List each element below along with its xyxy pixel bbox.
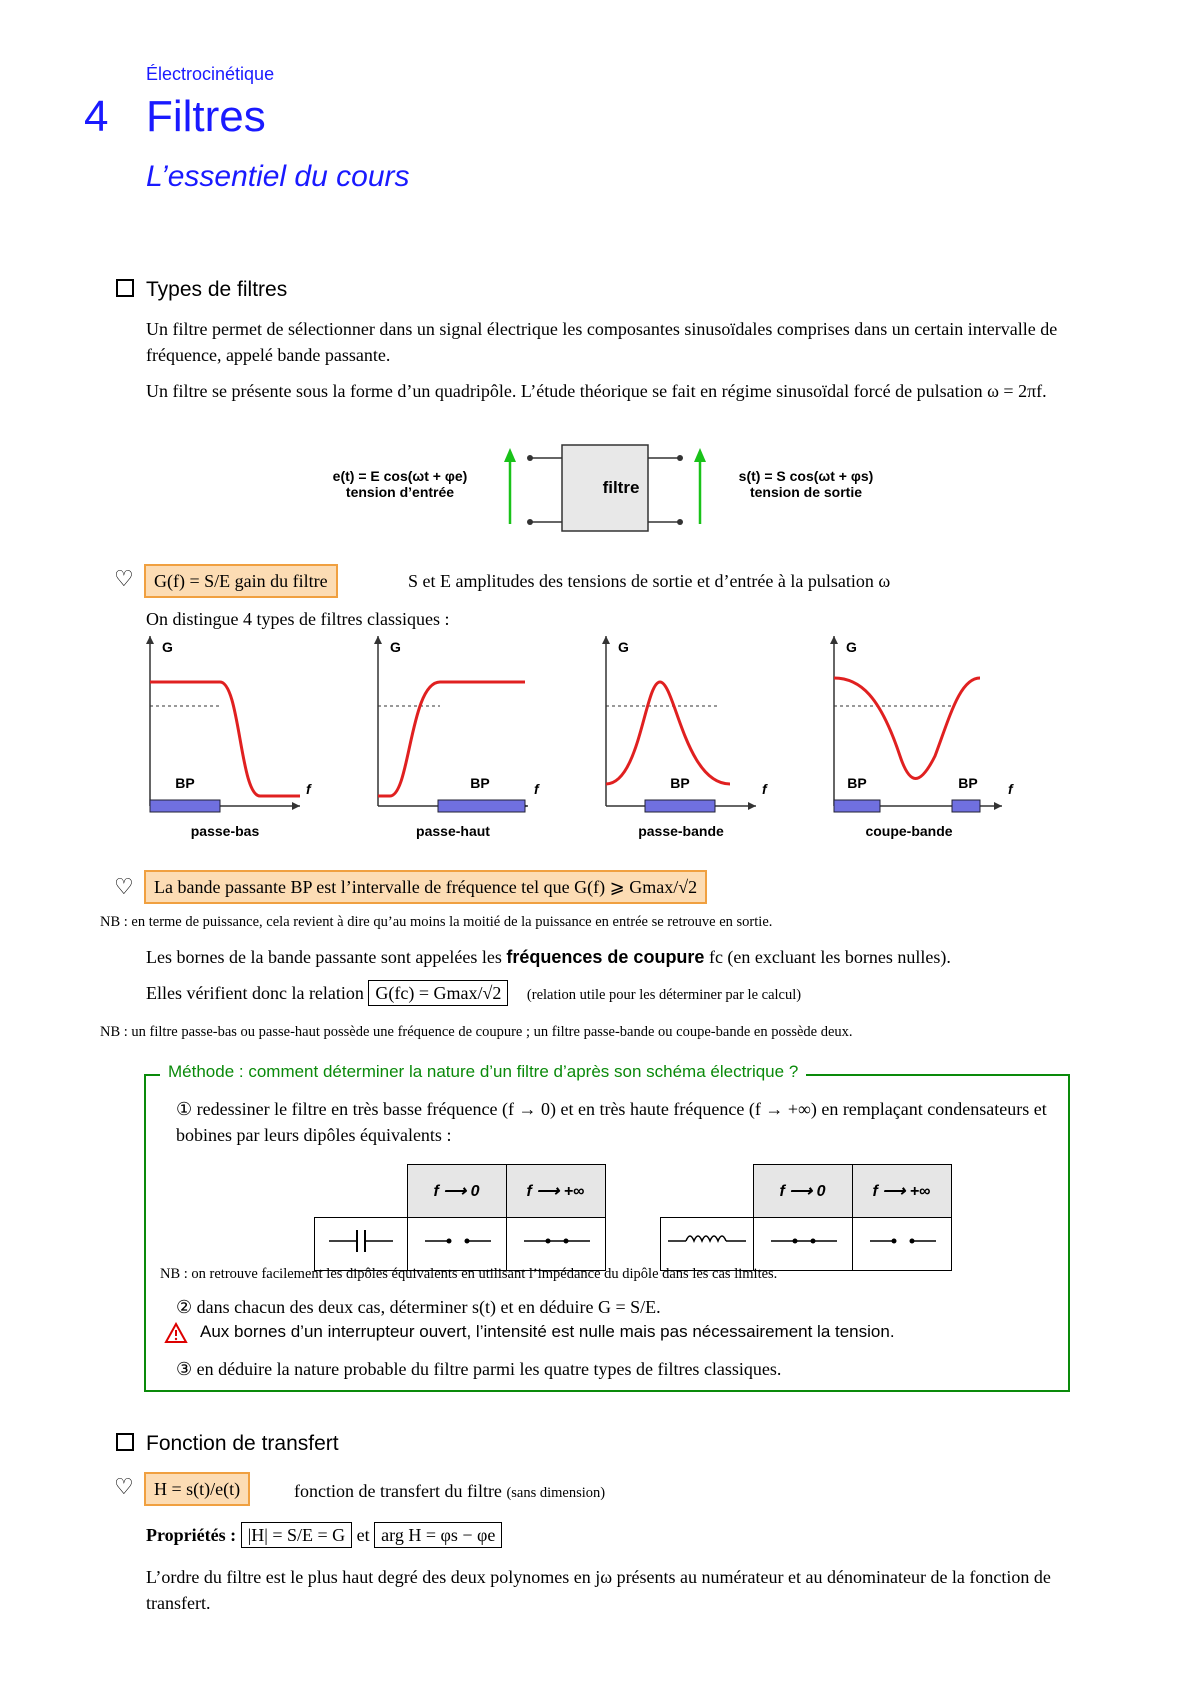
heart-icon: ♡: [114, 566, 134, 591]
capacitor-high-cell: [506, 1217, 605, 1270]
paragraph-quadripole: Un filtre se présente sous la forme d’un quadripôle. L’étude théorique se fait en régime sinusoïdal forcé de pulsation ω = 2πf.: [146, 381, 1047, 401]
capacitor-cell: [315, 1217, 408, 1270]
chapter-subtitle: L’essentiel du cours: [146, 160, 410, 193]
section-title-text: Fonction de transfert: [146, 1432, 339, 1455]
gain-definition-box: G(f) = S/E gain du filtre: [144, 564, 338, 598]
input-label-text: tension d’entrée: [345, 484, 455, 500]
bandwidth-bar: [645, 800, 715, 812]
heart-icon: ♡: [114, 1474, 134, 1499]
bp-label: BP: [470, 775, 490, 791]
nb-cutoff-count: NB : un filtre passe-bas ou passe-haut possède une fréquence de coupure ; un filtre passe-bande ou coupe-bande en possède deux.: [100, 1024, 853, 1040]
section-transfer-title: [116, 1432, 339, 1456]
category-label: Électrocinétique: [146, 64, 275, 84]
checkbox-square-icon: [116, 279, 134, 297]
method-step3: ③ en déduire la nature probable du filtre parmi les quatre types de filtres classiques.: [176, 1359, 782, 1379]
wire-icon: [516, 1226, 596, 1256]
gain-curve: [378, 682, 525, 796]
bandwidth-bar: [438, 800, 525, 812]
bandwidth-definition-box: La bande passante BP est l’intervalle de fréquence tel que G(f) ⩾ Gmax/√2: [144, 870, 707, 904]
inductor-high-cell: [852, 1217, 951, 1270]
method-title: Méthode : comment déterminer la nature d’un filtre d’après son schéma électrique ?: [160, 1062, 806, 1082]
chapter-title: Filtres: [146, 92, 266, 141]
col-low-freq: f ⟶ 0: [407, 1165, 506, 1218]
output-label-text: tension de sortie: [749, 484, 863, 500]
input-eq-text: e(t) = E cos(ωt + φe): [332, 468, 468, 484]
checkbox-square-icon: [116, 1433, 134, 1451]
transfer-note: (sans dimension): [506, 1485, 606, 1501]
filter-graph-passe-bas: [146, 636, 312, 839]
axis-y-label: G: [846, 639, 857, 655]
properties-line: [146, 1522, 502, 1548]
gain-curve: [606, 682, 730, 784]
section-types-title: [116, 278, 287, 302]
capacitor-low-cell: [407, 1217, 506, 1270]
output-equation: [706, 468, 906, 500]
transfer-text: fonction de transfert du filtre: [294, 1481, 502, 1501]
filter-name: passe-bande: [638, 823, 724, 839]
properties-label: Propriétés :: [146, 1525, 237, 1545]
axis-x-label: f: [306, 781, 311, 797]
cutoff-relation: [146, 980, 1086, 1008]
gain-explanation: S et E amplitudes des tensions de sortie et d’entrée à la pulsation ω: [408, 571, 891, 591]
relation-box: G(fc) = Gmax/√2: [368, 980, 508, 1006]
bandwidth-bar: [952, 800, 980, 812]
section-title-text: Types de filtres: [146, 278, 288, 301]
bp-label: BP: [670, 775, 690, 791]
method-nb: NB : on retrouve facilement les dipôles équivalents en utilisant l’impédance du dipôle dans les cas limites.: [160, 1266, 778, 1282]
capacitor-equivalents-table: [314, 1164, 606, 1271]
filter-box-label: filtre: [602, 478, 640, 497]
transfer-function-text: [294, 1478, 605, 1506]
col-low-freq: f ⟶ 0: [753, 1165, 852, 1218]
relation-text: Elles vérifient donc la relation: [146, 983, 364, 1003]
method-warning: Aux bornes d’un interrupteur ouvert, l’intensité est nulle mais pas nécessairement la tension.: [200, 1322, 895, 1341]
cutoff-text-b: fréquences de coupure: [506, 947, 705, 967]
filter-name: coupe-bande: [865, 823, 953, 839]
axis-y-label: G: [162, 639, 173, 655]
filter-name: passe-bas: [190, 823, 260, 839]
axis-y-label: G: [618, 639, 629, 655]
properties-and: et: [356, 1525, 370, 1545]
axis-x-label: f: [762, 781, 767, 797]
col-high-freq: f ⟶ +∞: [852, 1165, 951, 1218]
bandwidth-bar: [150, 800, 220, 812]
bp-label: BP: [847, 775, 867, 791]
filter-graph-passe-bande: [602, 636, 768, 839]
cutoff-text-c: fc (en excluant les bornes nulles).: [704, 947, 951, 967]
property-modulus: |H| = S/E = G: [241, 1522, 353, 1548]
order-paragraph: L’ordre du filtre est le plus haut degré des deux polynomes en jω présents au numérateur et au dénominateur de la fonction de transfert.: [146, 1567, 1051, 1613]
cutoff-text-a: Les bornes de la bande passante sont appelées les: [146, 947, 507, 967]
inductor-icon: [664, 1226, 750, 1256]
property-argument: arg H = φs − φe: [374, 1522, 502, 1548]
axis-y-label: G: [390, 639, 401, 655]
chapter-number: 4: [84, 92, 109, 141]
filter-types-graphs: [140, 636, 1100, 846]
col-high-freq: f ⟶ +∞: [506, 1165, 605, 1218]
wire-icon: [763, 1226, 843, 1256]
paragraph-filter-def: Un filtre permet de sélectionner dans un signal électrique les composantes sinusoïdales comprises dans un certain intervalle de fréquence, appelé bande passante.: [146, 319, 1058, 365]
input-equation: [300, 468, 500, 500]
heart-icon: ♡: [114, 874, 134, 899]
axis-x-label: f: [1008, 781, 1013, 797]
inductor-low-cell: [753, 1217, 852, 1270]
method-step1: ① redessiner le filtre en très basse fréquence (f → 0) et en très haute fréquence (f → +∞) en remplaçant condensateurs et bobines par leurs dipôles équivalents :: [176, 1099, 1047, 1145]
open-circuit-icon: [862, 1226, 942, 1256]
gain-curve: [150, 682, 300, 796]
nb-power: NB : en terme de puissance, cela revient à dire qu’au moins la moitié de la puissance en entrée se retrouve en sortie.: [100, 914, 773, 930]
bandwidth-bar: [834, 800, 880, 812]
filter-graph-passe-haut: [374, 636, 540, 839]
filter-name: passe-haut: [416, 823, 490, 839]
relation-note: (relation utile pour les déterminer par le calcul): [526, 987, 802, 1003]
bp-label: BP: [958, 775, 978, 791]
gain-curve: [834, 678, 980, 779]
four-types-intro: On distingue 4 types de filtres classiques :: [146, 609, 450, 629]
output-eq-text: s(t) = S cos(ωt + φs): [738, 468, 874, 484]
filter-graph-coupe-bande: [830, 636, 1014, 839]
inductor-equivalents-table: [660, 1164, 952, 1271]
axis-x-label: f: [534, 781, 539, 797]
inductor-cell: [661, 1217, 754, 1270]
capacitor-icon: [321, 1226, 401, 1256]
warning-icon: [164, 1322, 188, 1344]
bp-label: BP: [175, 775, 195, 791]
cutoff-frequencies-text: [146, 944, 1086, 970]
open-circuit-icon: [417, 1226, 497, 1256]
method-step2: ② dans chacun des deux cas, déterminer s(t) et en déduire G = S/E.: [176, 1297, 661, 1317]
transfer-function-box: H = s(t)/e(t): [144, 1472, 250, 1506]
